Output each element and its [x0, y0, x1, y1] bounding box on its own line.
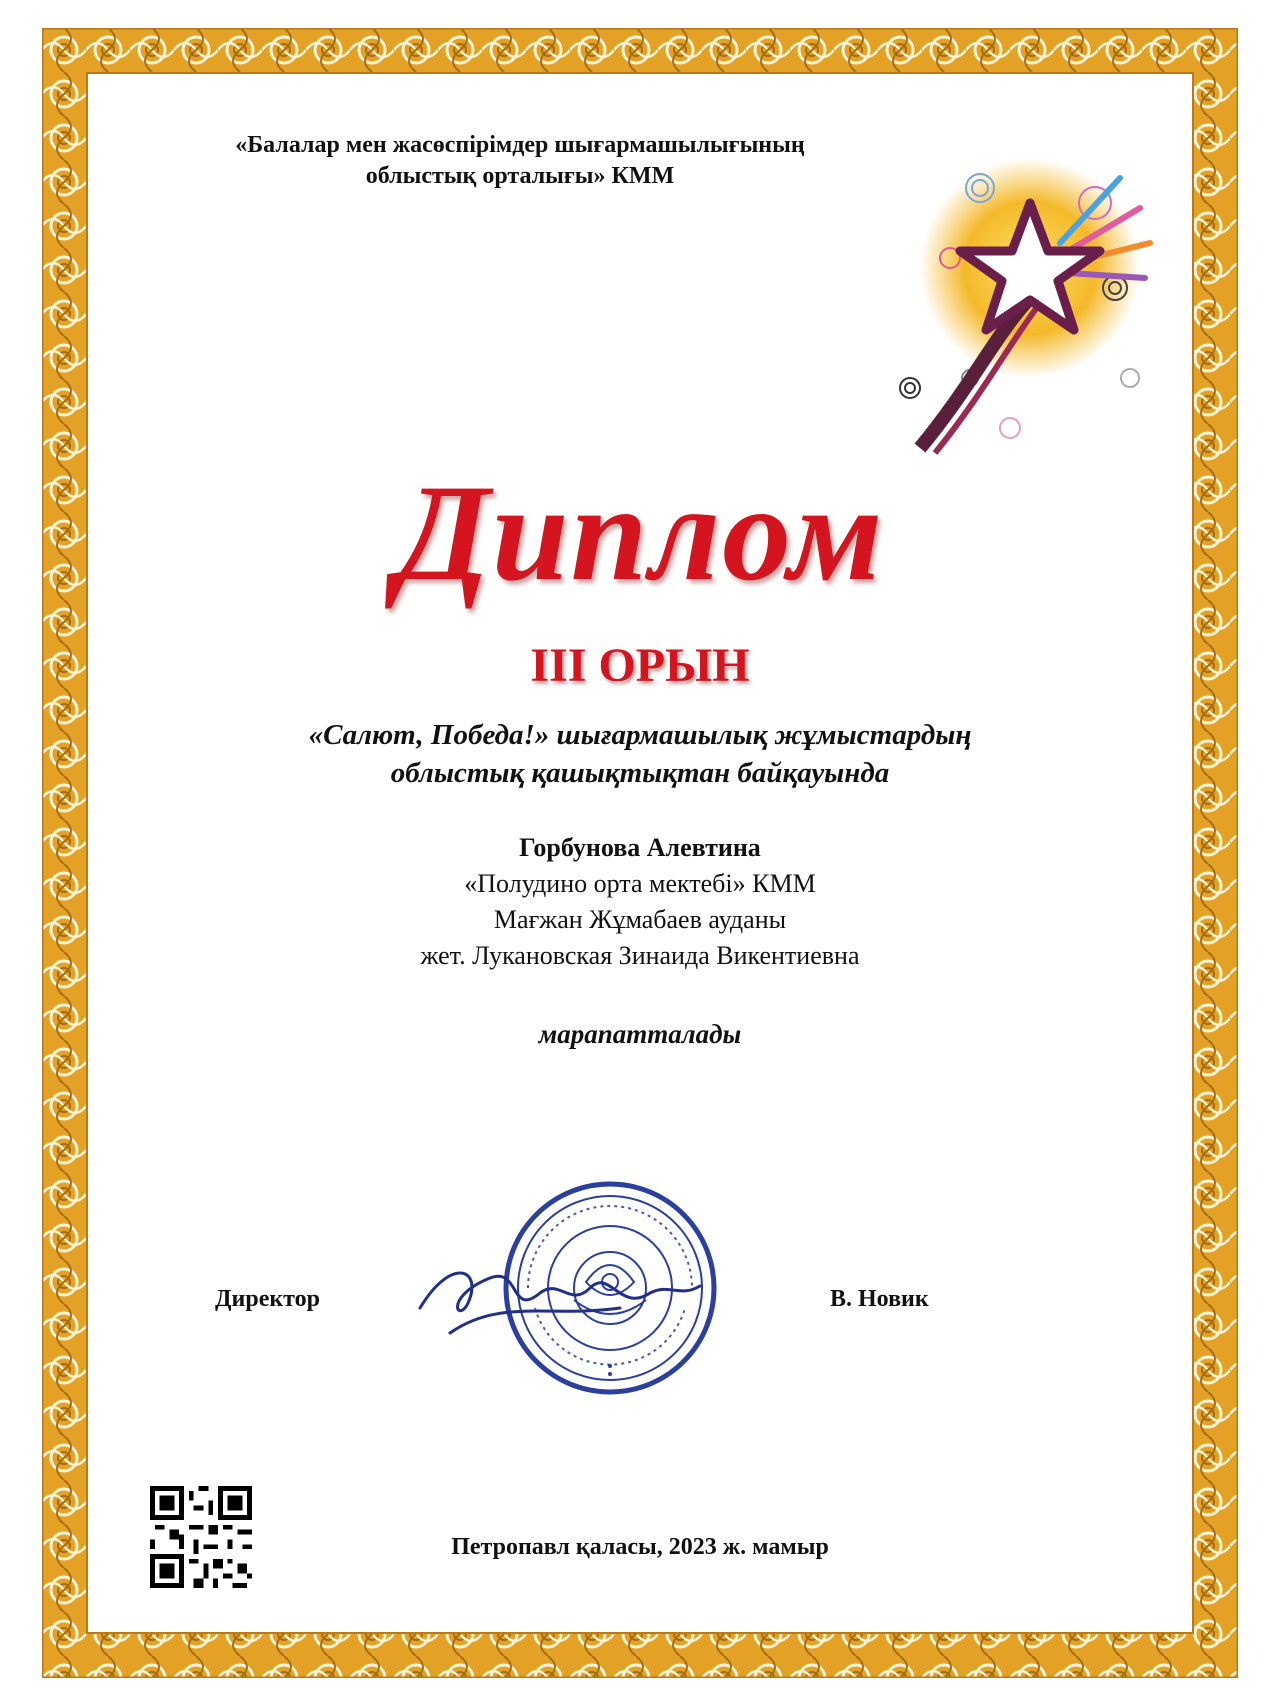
organization-header: [160, 130, 880, 192]
recipient-name: Горбунова Алевтина: [519, 833, 761, 862]
signature-row: [90, 1178, 1190, 1418]
contest-line-2: облыстық қашықтықтан байқауында: [390, 757, 890, 789]
awarded-text: марапатталады: [538, 1019, 742, 1049]
contest-line-1: «Салют, Победа!» шығармашылық жұмыстардың: [308, 719, 972, 751]
diploma-content: [90, 78, 1190, 1638]
recipient-school: «Полудино орта мектебі» КММ: [464, 869, 816, 898]
org-line-1: «Балалар мен жасөспірімдер шығармашылығының: [235, 132, 805, 158]
recipient-block: [90, 830, 1190, 974]
director-name: В. Новик: [830, 1286, 929, 1312]
place-date: Петропавл қаласы, 2023 ж. мамыр: [451, 1534, 829, 1560]
diploma-title: Диплом: [395, 456, 885, 609]
recipient-supervisor: жет. Лукановская Зинаида Викентиевна: [420, 941, 860, 970]
director-signature: [410, 1238, 710, 1348]
org-line-2: облыстық орталығы» КММ: [365, 163, 675, 189]
director-label: Директор: [215, 1286, 320, 1312]
qr-code: [150, 1486, 252, 1588]
star-burst-icon: [880, 148, 1180, 468]
contest-name: [190, 716, 1090, 792]
recipient-district: Мағжан Жұмабаев ауданы: [493, 905, 787, 934]
place-award: III ОРЫН: [530, 639, 750, 692]
